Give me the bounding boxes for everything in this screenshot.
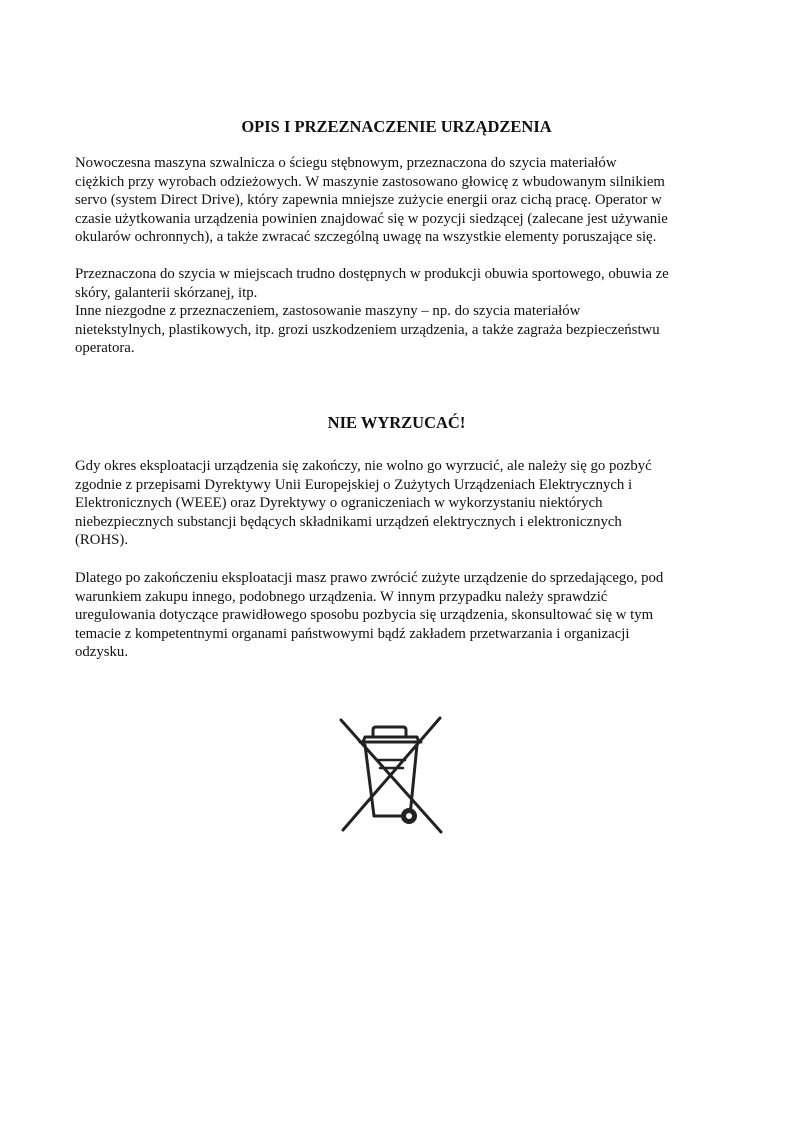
section-title-do-not-discard: NIE WYRZUCAĆ! (327, 413, 466, 432)
text-line: operatora. (75, 340, 135, 357)
text-line: Elektronicznych (WEEE) oraz Dyrektywy o ograniczeniach w wykorzystaniu niektórych (75, 495, 603, 512)
text-line: nietekstylnych, plastikowych, itp. grozi uszkodzeniem urządzenia, a także zagraża bezpieczeństwu (75, 321, 660, 338)
text-line: temacie z kompetentnymi organami państwowymi bądź zakładem przetwarzania i organizacji (75, 625, 630, 642)
text-line: skóry, galanterii skórzanej, itp. (75, 284, 258, 301)
text-line: Przeznaczona do szycia w miejscach trudno dostępnych w produkcji obuwia sportowego, obuwia ze (75, 266, 669, 282)
usage-paragraph (75, 265, 725, 358)
section-title-description: OPIS I PRZEZNACZENIE URZĄDZENIA (241, 117, 552, 136)
text-line: warunkiem zakupu innego, podobnego urządzenia. W innym przypadku należy sprawdzić (75, 588, 608, 605)
text-line: (ROHS). (75, 532, 129, 549)
text-line: Gdy okres eksploatacji urządzenia się zakończy, nie wolno go wyrzucić, ale należy się go pozbyć (75, 458, 652, 474)
text-line: okularów ochronnych), a także zwracać szczególną uwagę na wszystkie elementy poruszające się. (75, 229, 657, 246)
disposal-paragraph (75, 457, 725, 550)
text-line: czasie użytkowania urządzenia powinien znajdować się w pozycji siedzącej (zalecane jest używanie (75, 210, 668, 227)
text-line: servo (system Direct Drive), który zapewnia mniejsze zużycie energii oraz cichą pracę. Operator w (75, 192, 662, 209)
text-line: Dlatego po zakończeniu eksploatacji masz prawo zwrócić zużyte urządzenie do sprzedającego, pod (75, 570, 664, 586)
crossed-out-wheelie-bin-icon (333, 712, 448, 837)
return-paragraph (75, 569, 725, 662)
text-line: odzysku. (75, 644, 129, 661)
text-line: Inne niezgodne z przeznaczeniem, zastosowanie maszyny – np. do szycia materiałów (75, 303, 581, 320)
description-paragraph (75, 154, 725, 247)
text-line: ciężkich przy wyrobach odzieżowych. W maszynie zastosowano głowicę z wbudowanym silnikiem (75, 173, 665, 190)
text-line: niebezpiecznych substancji będących składnikami urządzeń elektrycznych i elektronicznych (75, 513, 622, 530)
text-line: uregulowania dotyczące prawidłowego sposobu pozbycia się urządzenia, skonsultować się w tym (75, 607, 654, 624)
text-line: Nowoczesna maszyna szwalnicza o ściegu stębnowym, przeznaczona do szycia materiałów (75, 155, 617, 171)
text-line: zgodnie z przepisami Dyrektywy Unii Europejskiej o Zużytych Urządzeniach Elektrycznych i (75, 476, 633, 493)
